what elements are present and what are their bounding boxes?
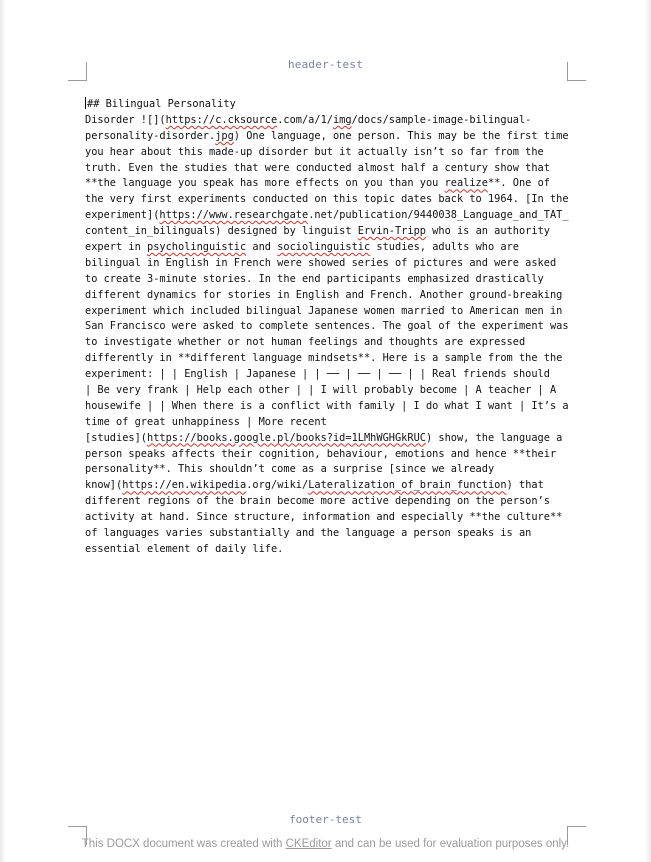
misspelled-word: https://en.wikipedia	[122, 479, 247, 492]
text-run: /docs/sample-image-bilingual-	[351, 113, 532, 126]
text-run: differently in **different language mindsets**. Here is a sample from the the	[85, 352, 563, 365]
text-run: experiment which included bilingual Japanese women married to American men in	[85, 304, 563, 317]
text-run: activity at hand. Since structure, information and especially **the culture**	[85, 511, 563, 524]
text-line	[85, 97, 565, 113]
misspelled-word: img	[332, 113, 352, 126]
text-run: time of great unhappiness | More recent	[85, 415, 327, 428]
text-run: know](	[85, 479, 123, 492]
text-run: personality**. This shouldn’t come as a surprise [since we already	[85, 463, 495, 476]
misspelled-word: realize	[444, 177, 488, 190]
misspelled-word: psycholinguistic	[147, 241, 247, 254]
misspelled-word: https://books.google.pl/books?id=1LMhWGHGkRUC	[147, 431, 426, 444]
text-line	[85, 113, 565, 129]
text-line	[85, 319, 569, 335]
text-run: different dynamics for stories in English and French. Another ground-breaking	[85, 288, 563, 301]
text-line	[85, 542, 565, 558]
text-run: the very first experiments conducted on this topic dates back to 1964. [In the	[85, 193, 569, 206]
text-line	[85, 240, 565, 256]
text-run: **the language you speak has more effects on you than you	[85, 177, 445, 190]
text-line	[85, 161, 565, 177]
text-line	[85, 462, 565, 478]
text-line	[85, 399, 569, 415]
text-run: bilingual in English in French were showed series of pictures and were asked	[85, 256, 557, 269]
text-run: Disorder ![](	[85, 113, 166, 126]
text-run: you hear about this made-up disorder but it actually isn’t so far from the	[85, 145, 544, 158]
page-header[interactable]: header-test	[287, 58, 364, 71]
text-run: to create 3-minute stories. In the end participants emphasized drastically	[85, 272, 544, 285]
document-body[interactable]	[85, 97, 569, 558]
text-line	[85, 192, 569, 208]
text-line	[85, 494, 565, 510]
text-run: .net/publication/9440038_Language_and_TAT_	[308, 209, 569, 222]
text-run: essential element of daily life.	[85, 542, 284, 555]
misspelled-word: jpg	[215, 129, 234, 142]
text-run: of languages varies substantially and the language a person speaks is an	[85, 527, 532, 540]
text-line	[85, 145, 565, 161]
text-run: .com/a/1/	[277, 113, 333, 126]
evaluation-notice	[0, 838, 651, 850]
text-line	[85, 447, 565, 463]
text-line	[85, 224, 565, 240]
text-line	[85, 351, 565, 367]
text-line	[85, 383, 565, 399]
text-run: who is an authority	[425, 225, 550, 238]
text-run: .org/wiki/	[246, 479, 309, 492]
text-line	[85, 367, 565, 383]
text-run: and	[246, 241, 278, 254]
text-line	[85, 256, 565, 272]
text-run: content_in_bilinguals) designed by linguist	[85, 225, 358, 238]
misspelled-word: Ervin-Tripp	[357, 225, 426, 238]
misspelled-word: https://c.cksource	[165, 113, 278, 126]
text-line	[85, 526, 565, 542]
text-run: experiment](	[85, 209, 160, 222]
text-line	[85, 478, 565, 494]
text-line	[85, 335, 565, 351]
text-line	[85, 415, 565, 431]
text-run: studies, adults who are	[370, 241, 519, 254]
misspelled-word: Lateralization_of_brain_function	[308, 479, 507, 492]
text-run: ## Bilingual Personality	[87, 98, 236, 110]
text-run: ) show, the language a	[425, 431, 563, 444]
text-run: expert in	[85, 241, 147, 254]
text-run: ) that	[506, 479, 544, 492]
text-run: to investigate whether or not human feelings and thoughts are expressed	[85, 336, 526, 349]
text-run: San Francisco were asked to complete sentences. The goal of the experiment was	[85, 320, 569, 333]
text-line	[85, 176, 565, 192]
text-line	[85, 510, 565, 526]
text-line	[85, 304, 565, 320]
text-run: experiment: | | English | Japanese | | ── | ── | ── | | Real friends should	[85, 368, 550, 381]
page-edge-left	[0, 0, 6, 862]
page-footer[interactable]: footer-test	[289, 813, 362, 826]
text-cursor	[85, 97, 86, 109]
text-run: ) One language, one person. This may be the first time	[233, 129, 569, 142]
text-line	[85, 431, 565, 447]
text-run: housewife | | When there is a conflict with family | I do what I want | It’s a	[85, 399, 569, 412]
ckeditor-link[interactable]: CKEditor	[285, 838, 332, 850]
text-run: personality-disorder.	[85, 129, 216, 142]
text-run: person speaks affects their cognition, behaviour, emotions and hence **their	[85, 447, 557, 460]
text-line	[85, 288, 565, 304]
text-line	[85, 129, 569, 145]
page-edge-right	[645, 0, 651, 862]
evaluation-notice-suffix: and can be used for evaluation purposes only.	[331, 838, 570, 850]
misspelled-word: sociolinguistic	[277, 241, 371, 254]
text-run: [studies](	[85, 431, 147, 444]
text-run: different regions of the brain become more active depending on the person’s	[85, 495, 550, 508]
text-run: | Be very frank | Help each other | | I will probably become | A teacher | A	[85, 384, 557, 397]
evaluation-notice-prefix: This DOCX document was created with	[81, 838, 286, 850]
misspelled-word: https://www.researchgate	[159, 209, 309, 222]
text-line	[85, 272, 565, 288]
text-run: **. One of	[487, 177, 550, 190]
text-line	[85, 208, 569, 224]
text-run: truth. Even the studies that were conducted almost half a century show that	[85, 161, 550, 174]
